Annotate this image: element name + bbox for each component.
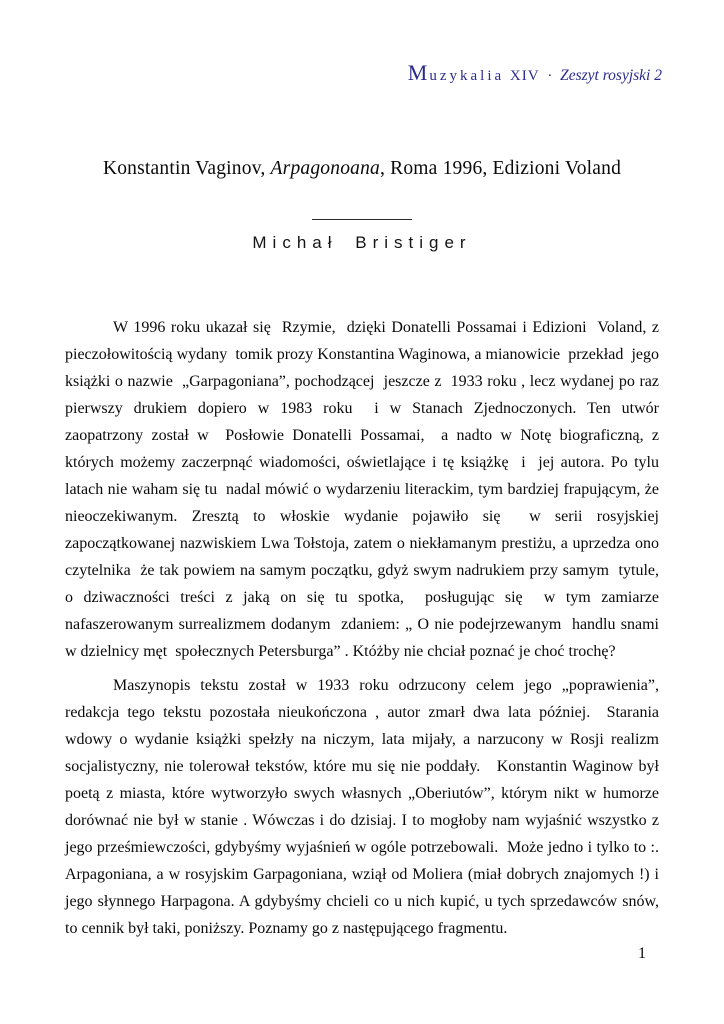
journal-header [408, 60, 662, 86]
series-title: Zeszyt rosyjski 2 [560, 67, 662, 84]
author-name: Michał Bristiger [252, 233, 472, 252]
title-post-text: , Roma 1996, Edizioni Voland [380, 158, 622, 179]
title-work-name: Arpagonoana [270, 158, 380, 179]
page-title [0, 158, 724, 180]
paragraph: Maszynopis tekstu został w 1933 roku odrzucony celem jego „poprawienia”, redakcja tego tekstu pozostała nieukończona , autor zmarł dwa lata później. Starania wdowy o wydanie książki spełzły na niczym, lata mijały, a narzucony w Rosji realizm socjalistyczny, nie tolerował tekstów, które mu się nie poddały. Konstantin Waginow był poetą z miasta, które wytworzyło swych własnych „Oberiutów”, którym nikt w humorze dorównać nie był w stanie . Wówczas i do dzisiaj. I to mogłoby nam wyjaśnić wszystko z jego prześmiewczości, gdybyśmy wyjaśnień w ogóle potrzebowali. Może jedno i tylko to :. Arpagoniana, a w rosyjskim Garpagoniana, wziął od Moliera (miał dobrych znajomych !) i jego słynnego Harpagona. A gdybyśmy chcieli co u nich kupić, u tych sprzedawców snów, to cennik był taki, poniższy. Poznamy go z następującego fragmentu. [65, 677, 663, 937]
article-body [65, 314, 667, 949]
journal-issue: XIV [509, 68, 540, 84]
page-number: 1 [638, 945, 646, 962]
paragraph: W 1996 roku ukazał się Rzymie, dzięki Donatelli Possamai i Edizioni Voland, z pieczołowitością wydany tomik prozy Konstantina Waginowa, a mianowicie przekład jego książki o nazwie „Garpagoniana”, pochodzącej jeszcze z 1933 roku , lecz wydanej po raz pierwszy drukiem dopiero w 1983 roku i w Stanach Zjednoczonych. Ten utwór zaopatrzony został w Posłowie Donatelli Possamai, a nadto w Notę biograficzną, z których możemy zaczerpnąć wiadomości, oświetlające i tę książkę i jej autora. Po tylu latach nie waham się tu nadal mówić o wydarzeniu literackim, tym bardziej frapującym, że nieoczekiwanym. Zresztą to włoskie wydanie pojawiło się w serii rosyjskiej zapoczątkowanej nazwiskiem Lwa Tołstoja, zatem o niekłamanym prestiżu, a uprzedza ono czytelnika że tak powiem na samym początku, gdyż swym nadrukiem przy samym tytule, o dziwaczności treści z jaką on się tu spotka, posługując się w tym zamiarze nafaszerowanym surrealizmem dodanym zdaniem: „ O nie podejrzewanym handlu snami w dzielnicy męt społecznych Petersburga” . Któżby nie chciał poznać je choć trochę? [65, 319, 667, 660]
title-pre-text: Konstantin Vaginov, [102, 158, 271, 179]
section-rule [312, 219, 412, 220]
header-separator: · [547, 68, 553, 84]
journal-name: Muzykalia [407, 60, 505, 85]
